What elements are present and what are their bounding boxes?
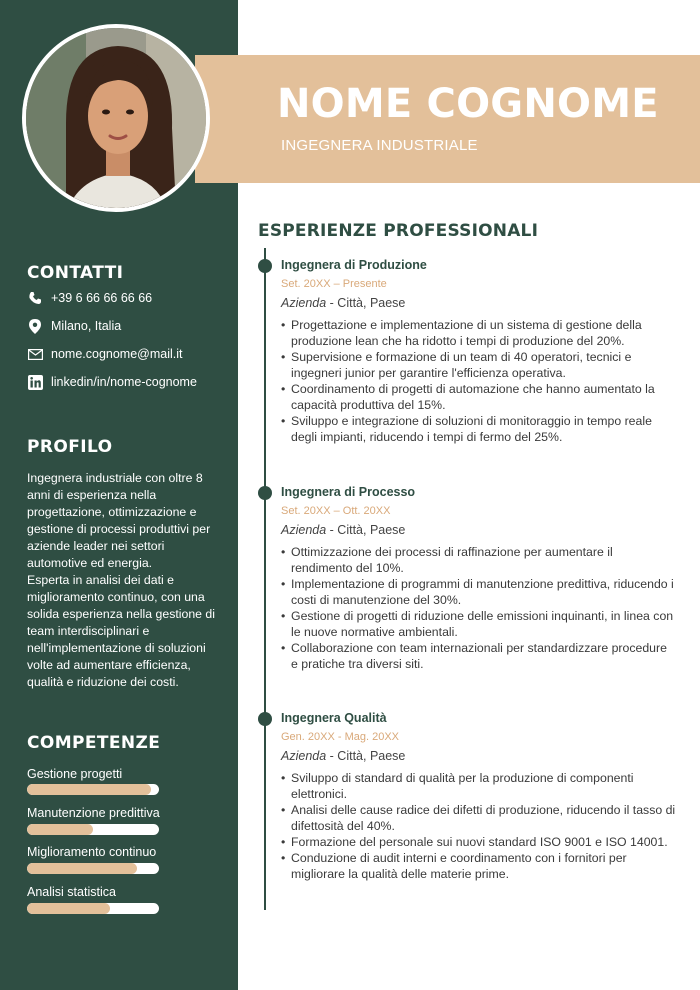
job-bullet: • Conduzione di audit interni e coordinamento con i fornitori per migliorare la qualità delle materie prime.	[281, 850, 676, 882]
job-bullet: • Collaborazione con team internazionali per standardizzare procedure e pratiche tra diversi siti.	[281, 640, 676, 672]
company-location: - Città, Paese	[326, 296, 406, 310]
contact-location	[27, 318, 121, 334]
contact-phone[interactable]	[27, 290, 152, 306]
skill-bar-fill	[27, 903, 110, 914]
job-bullet: • Progettazione e implementazione di un sistema di gestione della produzione lean che ha ridotto i tempi di produzione del 20%.	[281, 317, 676, 349]
job-bullet: • Implementazione di programmi di manutenzione predittiva, riducendo i costi di manutenzione del 30%.	[281, 576, 676, 608]
candidate-name: NOME COGNOME	[277, 81, 659, 127]
job-bullet: • Analisi delle cause radice dei difetti di produzione, riducendo il tasso di difettosità del 40%.	[281, 802, 676, 834]
timeline-dot	[258, 259, 272, 273]
timeline-dot	[258, 486, 272, 500]
job-bullet: • Sviluppo e integrazione di soluzioni di monitoraggio in tempo reale degli impianti, riducendo i tempi di fermo del 25%.	[281, 413, 676, 445]
company-name: Azienda	[281, 523, 327, 537]
job-bullet: • Ottimizzazione dei processi di raffinazione per aumentare il rendimento del 10%.	[281, 544, 676, 576]
mail-icon	[27, 346, 43, 362]
contact-phone-text: +39 6 66 66 66 66	[51, 291, 153, 305]
job-bullets	[281, 544, 676, 672]
job-title: Ingegnera di Produzione	[281, 258, 427, 272]
job-bullet: • Gestione di progetti di riduzione delle emissioni inquinanti, in linea con le nuove normative ambientali.	[281, 608, 676, 640]
contact-email[interactable]	[27, 346, 183, 362]
profile-paragraph: Esperta in analisi dei dati e miglioramento continuo, con una solida esperienza nella gestione di team interdisciplinari e nell'implementazione di soluzioni volte ad aumentare efficienza, qualità e riduzione dei costi.	[27, 573, 215, 689]
skill-bar	[27, 784, 159, 795]
profile-photo	[22, 24, 210, 212]
contact-location-text: Milano, Italia	[51, 319, 122, 333]
company-name: Azienda	[281, 749, 327, 763]
job-bullet: • Sviluppo di standard di qualità per la produzione di componenti elettronici.	[281, 770, 676, 802]
profile-paragraph: Ingegnera industriale con oltre 8 anni di esperienza nella progettazione, ottimizzazione e gestione di processi produttivi per aziende leader nei settori automotive ed energia.	[27, 471, 211, 570]
skill-bar	[27, 824, 159, 835]
job-entry	[281, 258, 676, 445]
skill-bar	[27, 863, 159, 874]
job-bullet: • Coordinamento di progetti di automazione che hanno aumentato la capacità produttiva del 15%.	[281, 381, 676, 413]
skill-label: Miglioramento continuo	[27, 845, 157, 859]
job-date: Set. 20XX – Presente	[281, 278, 387, 290]
candidate-role: INGEGNERA INDUSTRIALE	[281, 137, 478, 154]
job-title: Ingegnera di Processo	[281, 485, 416, 499]
timeline-line	[264, 248, 266, 910]
company-location: - Città, Paese	[326, 523, 406, 537]
job-title: Ingegnera Qualità	[281, 711, 387, 725]
job-date: Gen. 20XX - Mag. 20XX	[281, 731, 400, 743]
timeline-dot	[258, 712, 272, 726]
job-bullets	[281, 770, 676, 882]
contact-email-text: nome.cognome@mail.it	[51, 347, 183, 361]
job-company	[281, 523, 676, 537]
skill-label: Gestione progetti	[27, 767, 123, 781]
profile-summary	[27, 470, 215, 691]
skill-label: Manutenzione predittiva	[27, 806, 160, 820]
job-date: Set. 20XX – Ott. 20XX	[281, 505, 391, 517]
job-bullet: • Supervisione e formazione di un team di 40 operatori, tecnici e ingegneri junior per garantire l'efficienza operativa.	[281, 349, 676, 381]
location-pin-icon	[27, 318, 43, 334]
profile-heading: PROFILO	[27, 437, 113, 457]
contact-linkedin-text: linkedin/in/nome-cognome	[51, 375, 197, 389]
linkedin-icon	[27, 374, 43, 390]
job-company	[281, 296, 676, 310]
job-bullets	[281, 317, 676, 445]
job-bullet: • Formazione del personale sui nuovi standard ISO 9001 e ISO 14001.	[281, 834, 676, 850]
skill-bar-fill	[27, 784, 151, 795]
skills-heading: COMPETENZE	[27, 733, 161, 753]
experience-heading: ESPERIENZE PROFESSIONALI	[258, 221, 539, 241]
job-company	[281, 749, 676, 763]
skill-bar-fill	[27, 863, 137, 874]
job-entry	[281, 711, 676, 882]
company-location: - Città, Paese	[326, 749, 406, 763]
contacts-heading: CONTATTI	[27, 263, 124, 283]
contact-linkedin[interactable]	[27, 374, 197, 390]
phone-icon	[27, 290, 43, 306]
skill-label: Analisi statistica	[27, 885, 116, 899]
skill-bar	[27, 903, 159, 914]
company-name: Azienda	[281, 296, 327, 310]
skill-bar-fill	[27, 824, 93, 835]
job-entry	[281, 485, 676, 672]
